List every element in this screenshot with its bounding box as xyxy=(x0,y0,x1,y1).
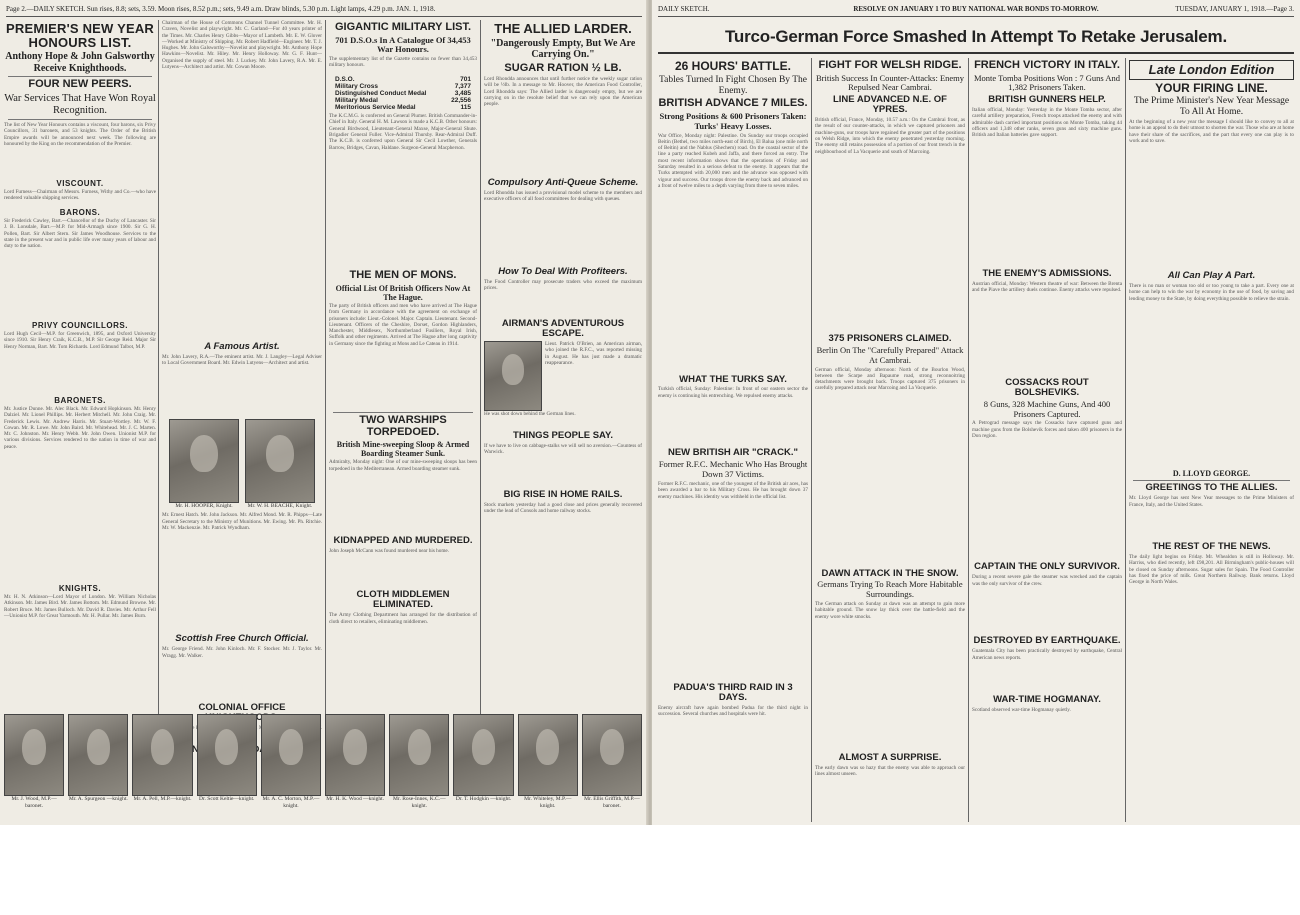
cossacks-subhead: 8 Guns, 328 Machine Guns, And 400 Prisoners Captured. xyxy=(983,398,1111,419)
late-edition-label: Late London Edition xyxy=(1129,60,1294,80)
photo-caption: Mr. H. HOOPER, Knight. xyxy=(175,502,233,509)
british-gunners-head: BRITISH GUNNERS HELP. xyxy=(988,94,1106,106)
allied-larder-quote: "Dangerously Empty, But We Are Carrying On." xyxy=(490,37,636,61)
things-people-say-head: THINGS PEOPLE SAY. xyxy=(513,430,613,442)
welsh-ridge-headline: FIGHT FOR WELSH RIDGE. xyxy=(818,59,962,71)
portrait-photo xyxy=(453,714,513,796)
portrait-photo xyxy=(518,714,578,796)
positions-subhead: Strong Positions & 600 Prisoners Taken: Turks' Heavy Losses. xyxy=(659,110,807,131)
front-banner-headline: Turco-German Force Smashed In Attempt To Retake Jerusalem. xyxy=(658,22,1294,54)
portrait-caption: Dr. T. Hodgkin —knight. xyxy=(455,796,512,802)
dawn-attack-subhead: Germans Trying To Reach More Habitable Surroundings. xyxy=(817,579,963,600)
stats-row xyxy=(335,83,471,90)
honours-subhead: Anthony Hope & John Galsworthy Receive Knighthoods. xyxy=(5,51,155,74)
cossacks-head: COSSACKS ROUT BOLSHEVIKS. xyxy=(1005,377,1089,398)
portrait-caption: Mr. Ellis Griffith, M.P.—baronet. xyxy=(584,796,640,809)
can-play-head: All Can Play A Part. xyxy=(1167,270,1256,282)
men-of-mons-subhead: Official List Of British Officers Now At The Hague. xyxy=(335,283,471,302)
portrait-cell xyxy=(68,714,128,822)
section-barons: BARONS. xyxy=(59,207,101,217)
left-running-head-text: Page 2.—DAILY SKETCH. Sun rises, 8.8; sets, 3.59. Moon rises, 8.52 p.m.; sets, 9.49 a.m. Draw blinds, 5.30 p.m. Light lamps, 4.29 p.m. JAN. 1, 1918. xyxy=(6,5,436,13)
bottom-margin xyxy=(0,825,1300,915)
warships-block: TWO WARSHIPS TORPEDOED. British Mine-sweeping Sloop & Armed Boarding Steamer Sunk. Admiralty, Monday night: One of our mine-sweeping sloops has been torpedoed in the Mediterranean. Armed boarding steamer sunk. KIDNAPPED AND MURDERED. John Joseph McCann was found murdered near his home. CLOTH MIDDLEMEN ELIMINATED. The Army Clothing Department has arranged for the distribution of cloth direct to retailers, eliminating middlemen. xyxy=(329,410,477,710)
portrait-caption: Dr. Scott Keltie—knight. xyxy=(199,796,255,802)
welsh-ridge-column: FIGHT FOR WELSH RIDGE. British Success In Counter-Attacks: Enemy Repulsed Near Cambrai. LINE ADVANCED N.E. OF YPRES. British official, France, Monday, 10.57 a.m.: On the Cambrai front, as the result of our counter-attacks, in which we captured prisoners and machine-guns, our troops have regained the greater part of the positions on Welsh Ridge, into which the enemy penetrated yesterday morning. The enemy still retains possession of a portion of our front trench in the neighbourhood of La Vacquerie and south of Marcoing. 375 PRISONERS CLAIMED. Berlin On The "Carefully Prepared" Attack At Cambrai. German official, Monday afternoon: North of the Bourlon Wood, between the Scarpe and Bapaume road, strong reconnoitring detachments were brought back. Troops captured 375 prisoners in carefully prepared attack near Marcoing and La Vacquerie. DAWN ATTACK IN THE SNOW. Germans Trying To Reach More Habitable Surroundings. The German attack on Sunday at dawn was an attempt to gain more habitable ground. The snow lay thick over the battle-field and the enemy wore white smocks. ALMOST A SURPRISE. The early dawn was so hazy that the enemy was able to approach our lines almost unseen. xyxy=(815,59,965,778)
warships-head: TWO WARSHIPS TORPEDOED. xyxy=(359,414,447,438)
right-running-head-right: TUESDAY, JANUARY 1, 1918.—Page 3. xyxy=(1175,5,1294,13)
battle-subhead: Tables Turned In Fight Chosen By The Enemy. xyxy=(659,74,807,96)
portrait-caption: Mr. J. Wood, M.P.—baronet. xyxy=(11,796,57,809)
portrait-photo xyxy=(389,714,449,796)
peers-subhead: War Services That Have Won Royal Recognition. xyxy=(4,92,156,116)
right-running-head xyxy=(658,4,1294,17)
stats-row xyxy=(335,90,471,97)
turks-say-head: WHAT THE TURKS SAY. xyxy=(679,373,787,385)
right-page xyxy=(652,0,1300,825)
stats-value: 701 xyxy=(460,76,471,84)
stats-label: Military Medal xyxy=(335,97,378,105)
section-privy-councillors: PRIVY COUNCILLORS. xyxy=(32,320,128,330)
big-rise-head: BIG RISE IN HOME RAILS. xyxy=(503,489,623,501)
honours-headline: PREMIER'S NEW YEAR HONOURS LIST. xyxy=(5,21,155,50)
air-crack-subhead: Former R.F.C. Mechanic Who Has Brought Down 37 Victims. xyxy=(658,459,808,480)
portrait-cell xyxy=(453,714,513,822)
portrait-photo xyxy=(132,714,192,796)
famous-artist-head: A Famous Artist. xyxy=(204,341,280,352)
airman-photo xyxy=(484,341,542,411)
portrait-caption: Mr. A. C. Morton, M.P.—knight. xyxy=(262,796,320,809)
section-viscount: VISCOUNT. xyxy=(56,178,104,188)
airman-escape-head: AIRMAN'S ADVENTUROUS ESCAPE. xyxy=(501,318,625,340)
dawn-attack-head: DAWN ATTACK IN THE SNOW. xyxy=(821,567,959,579)
enemy-admissions-head: THE ENEMY'S ADMISSIONS. xyxy=(982,268,1112,280)
portrait-cell xyxy=(132,714,192,822)
portrait-cell xyxy=(389,714,449,822)
stats-label: D.S.O. xyxy=(335,76,355,84)
portrait-photo xyxy=(169,419,239,503)
scottish-free-church-head: Scottish Free Church Official. xyxy=(175,633,309,645)
military-headline: GIGANTIC MILITARY LIST. xyxy=(334,21,472,33)
section-baronets: BARONETS. xyxy=(54,395,106,405)
portrait-cell xyxy=(261,714,321,822)
only-survivor-head: CAPTAIN THE ONLY SURVIVOR. xyxy=(974,561,1120,573)
signature: D. LLOYD GEORGE. xyxy=(1172,469,1251,479)
rest-of-news-head: THE REST OF THE NEWS. xyxy=(1152,541,1271,553)
section-knights: KNIGHTS. xyxy=(58,583,102,593)
allied-larder-column: THE ALLIED LARDER. "Dangerously Empty, But We Are Carrying On." SUGAR RATION ½ LB. Lord Rhondda announces that until further notice the weekly sugar ration will be ½lb. In a message to Mr. Hoover, the American Food Controller, Lord Rhondda says: The Allied larder is dangerously empty, but we are carrying on in the resolute belief that we can rely upon the American people. Compulsory Anti-Queue Scheme. Lord Rhondda has issued a provisional model scheme to the members and executive officers of all food committees for dealing with queues. How To Deal With Profiteers. The Food Controller may prosecute traders who exceed the maximum prices. AIRMAN'S ADVENTUROUS ESCAPE. Lieut. Patrick O'Brien, an American airman, who joined the R.F.C., was reported missing in August. He has just made a dramatic reappearance. He was shot down behind the German lines. THINGS PEOPLE SAY. If we have to live on cabbage-stalks we will sell no aversion.—Countess of Warwick. BIG RISE IN HOME RAILS. Stock markets yesterday had a good close and prices generally recovered under the lead of Consols and home railway stocks. xyxy=(484,21,642,515)
battle-headline: 26 HOURS' BATTLE. xyxy=(675,59,791,73)
british-advance-head: BRITISH ADVANCE 7 MILES. xyxy=(658,97,808,110)
honours-column: PREMIER'S NEW YEAR HONOURS LIST. Anthony Hope & John Galsworthy Receive Knighthoods. FOUR NEW PEERS. War Services That Have Won Royal Recognition. The list of New Year Honours contains a viscount, four barons, six Privy Councillors, 31 baronets, and 53 knights. The Order of the British Empire awards will be announced next week. The following are honoured by the King on the recommendation of the Premier. VISCOUNT. Lord Furness—Chairman of Messrs. Furness, Withy and Co.—who have rendered valuable shipping services. BARONS. Sir Frederick Cawley, Bart.—Chancellor of the Duchy of Lancaster. Sir J. B. Lonsdale, Bart.—M.P. for Mid-Armagh since 1900. Sir G. H. Pollen, Bart. Sir Albert Stern. Sir James Woodhouse. Services to the state in the present war and in public life over many years of labour and duty to the nation. PRIVY COUNCILLORS. Lord Hugh Cecil—M.P. for Greenwich, 1895, and Oxford University since 1910. Sir Henry Craik, K.C.B., M.P. Sir George Reid. Major Sir Henry Norman, Bart. Mr. Tom Richards. Lord Edmund Talbot, M.P. BARONETS. Mr. Justice Dunne. Mr. Alec Black. Mr. Edward Hopkinson. Mr. Henry Dalziel. Mr. Lionel Phillips. Mr. Herbert Mitchell. Mr. John Craig. Mr. Frederick Lewis. Mr. Andrew Harris. Mr. Stuart-Wortley. Mr. W. F. Cowan. Mr. R. Lowe. Mr. John Baird. Mr. Whitehead. Mr. J. C. Marten. Mr. C. Johnston. Mr. Henry Webb. Mr. John Owen. Unionist M.P. for various divisions. Services rendered to the nation in time of war and peace. KNIGHTS. Mr. H. N. Atkinson—Lord Mayor of London. Mr. William Nicholas Atkinson. Mr. James Bird. Mr. James Bottom. Mr. Edmund Browne. Mr. Robert Bruce. Mr. James Bulloch. Mr. David R. Davies. Mr. Arthur Fell—Unionist M.P. for Great Yarmouth. Mr. H. Pullar. Mr. James Burn. xyxy=(4,21,156,619)
right-running-head-left: DAILY SKETCH. xyxy=(658,5,710,13)
stats-value: 3,485 xyxy=(454,90,471,98)
kidnapped-head: KIDNAPPED AND MURDERED. xyxy=(333,535,473,547)
stats-label: Military Cross xyxy=(335,83,378,91)
cloth-head: CLOTH MIDDLEMEN ELIMINATED. xyxy=(356,589,450,611)
stats-row xyxy=(335,104,471,111)
allied-larder-headline: THE ALLIED LARDER. xyxy=(494,21,632,36)
almost-surprise-head: ALMOST A SURPRISE. xyxy=(838,752,942,764)
earthquake-head: DESTROYED BY EARTHQUAKE. xyxy=(973,635,1121,647)
portrait-caption: Mr. H. K. Wood —knight. xyxy=(326,796,385,802)
warships-subhead: British Mine-sweeping Sloop & Armed Boarding Steamer Sunk. xyxy=(336,440,470,459)
colonial-office-head: COLONIAL OFFICE xyxy=(198,702,286,714)
portrait-caption: Mr. Whiteley, M.P.—knight. xyxy=(524,796,572,809)
knight-photos xyxy=(162,419,322,510)
welsh-ridge-subhead: British Success In Counter-Attacks: Enemy Repulsed Near Cambrai. xyxy=(815,72,965,93)
hogmanay-head: WAR-TIME HOGMANAY. xyxy=(993,694,1101,706)
portrait-caption: Mr. A. Pell, M.P.—knight. xyxy=(133,796,192,802)
portrait-row xyxy=(4,714,642,822)
knighthoods-column: Chairman of the House of Commons Channel Tunnel Committee. Mr. H. Craven, Novelist and playwright. Mr. C. Garland—For 40 years printer of the Times. Mr. Charles Henry Gibbs—Mayor of Lambeth. Mr. E. W. Glover—Worked at Ministry of Shipping. Mr. Robert Hadfield—Engineer. Mr. T. J. Hughes. Mr. John Galsworthy—Novelist and playwright. Mr. Anthony Hope Hawkins—Novelist. Mr. Hiley. Mr. Henry Holloway. Mr. G. F. Hunt—Organised the supply of steel. Mr. J. Luckey. Mr. John Lavery, R.A. Mr. E. Lutyens—Architect and artist. Mr. Cowan Moore. A Famous Artist. Mr. John Lavery, R.A.—The eminent artist. Mr. J. Langley—Legal Adviser to Local Government Board. Mr. Edwin Lutyens—Architect and artist. Mr. H. HOOPER, Knight. Mr. W. H. BEACHE, Knight. Mr. Ernest Hatch. Mr. John Jackson. Mr. Alfred Mond. Mr. R. Phipps—Late General Secretary to the Ministry of Munitions. Mr. Ewing. Mr. Ph. Ritchie. Mr. W. Mackenzie. Mr. Patrick Wyndham. Scottish Free Church Official. Mr. George Friend. Mr. John Kinloch. Mr. F. Stocker. Mr. J. Taylor. Mr. Wragg. Mr. Walker. COLONIAL OFFICE KING xyxy=(162,20,322,756)
stats-row xyxy=(335,97,471,104)
berlin-subhead: Berlin On The "Carefully Prepared" Attack At Cambrai. xyxy=(816,344,964,365)
sugar-ration-head: SUGAR RATION ½ LB. xyxy=(504,61,622,74)
photo-caption: Mr. W. H. BEACHE, Knight. xyxy=(247,502,313,509)
left-page xyxy=(0,0,648,825)
right-running-head-center: RESOLVE ON JANUARY 1 TO BUY NATIONAL WAR BONDS TO-MORROW. xyxy=(853,5,1099,13)
portrait-cell xyxy=(197,714,257,822)
peers-headline: FOUR NEW PEERS. xyxy=(28,78,132,91)
portrait-photo xyxy=(261,714,321,796)
honours-intro-text: The list of New Year Honours contains a viscount, four barons, six Privy Councillors, 31 baronets, and 53 knights. The Order of the British Empire awards will be announced next week. The following are honoured by the King on the recommendation of the Premier. xyxy=(4,121,156,147)
battle-column: 26 HOURS' BATTLE. Tables Turned In Fight Chosen By The Enemy. BRITISH ADVANCE 7 MILES. Strong Positions & 600 Prisoners Taken: Turks' Heavy Losses. War Office, Monday night: Palestine. On Sunday our troops occupied Beitin (Bethel, two miles north-east of Birch), El Balua (one mile north of Beitin) and the Nablus (Shechem) road. On the coastal sector of the line a party reached Kubeh and Jaffa, and there forced an entry. The most recent information shows that the operations of Friday and Saturday resulted in a serious defeat to the enemy. It appears that the Turks attempted with 20,000 men and the advance was opposed with vigour and success. Our troops drove the enemy back and advanced on a front of twelve miles to a depth varying from three to seven miles. WHAT THE TURKS SAY. Turkish official, Sunday: Palestine: In front of our eastern sector the enemy is continuing his entrenching. We repulsed enemy attacks. NEW BRITISH AIR "CRACK." Former R.F.C. Mechanic Who Has Brought Down 37 Victims. Former R.F.C. mechanic, one of the youngest of the British air aces, has been awarded a bar to his Military Cross. He has brought down 37 enemy machines. His identity was withheld in the official list. PADUA'S THIRD RAID IN 3 DAYS. Enemy aircraft have again bombed Padua for the third night in succession. Several churches and hospitals were hit. xyxy=(658,59,808,718)
padua-raid-head: PADUA'S THIRD RAID IN 3 DAYS. xyxy=(673,681,793,703)
portrait-cell xyxy=(582,714,642,822)
uganda-head: KING xyxy=(182,744,207,756)
military-subhead: 701 D.S.O.s In A Catalogue Of 34,453 War Honours. xyxy=(335,34,471,55)
portrait-cell xyxy=(518,714,578,822)
profiteers-head: How To Deal With Profiteers. xyxy=(498,266,628,278)
portrait-photo xyxy=(4,714,64,796)
portrait-photo xyxy=(245,419,315,503)
honours-stats-table xyxy=(335,76,471,111)
left-running-head xyxy=(6,4,642,17)
anti-queue-head: Compulsory Anti-Queue Scheme. xyxy=(487,177,639,189)
air-crack-head: NEW BRITISH AIR "CRACK." xyxy=(667,447,799,459)
portrait-caption: Mr. A. Spurgeon —knight. xyxy=(68,796,128,802)
french-victory-headline: FRENCH VICTORY IN ITALY. xyxy=(974,59,1120,71)
stats-value: 115 xyxy=(460,104,471,112)
portrait-photo xyxy=(68,714,128,796)
portrait-cell xyxy=(4,714,64,822)
stats-label: Meritorious Service Medal xyxy=(335,104,416,112)
military-column: GIGANTIC MILITARY LIST. 701 D.S.O.s In A Catalogue Of 34,453 War Honours. The supplementary list of the Gazette contains no fewer than 34,453 military honours. D.S.O. 701 Military Cross 7,377 Distinguished Conduct Medal 3,485 Military Medal 22,556 Meritorious Service Medal 115 The K.C.M.G. is conferred on General Plumer. British Commander-in-Chief in Italy. General H. M. Lawson is made a K.C.B. Other honours: General Birdwood, Lieutenant-General Maxse, Major-General Shute. Brigadier General Fuller. Vice-Admiral Thursby. Rear-Admiral Duff. The K.C.B. is conferred upon General Sir Cecil Lowther, Generals Barrow, Bridges, Cavan, Haldane. Surgeon-General Macpherson. THE MEN OF MONS. Official List Of British Officers Now At The Hague. The party of British officers and men who have arrived at The Hague from Germany in accordance with the agreement on exchange of prisoners include: Lieut.-Colonel. Major. Captain. Lieutenant. Second-Lieutenant. Officers of the Cheshire, Dorset, Gordon Highlanders, Manchester, Middlesex, Northumberland Fusiliers, Royal Irish, Suffolk and other regiments. Arrived at The Hague after long captivity in Germany since the fighting at Mons and Le Cateau in 1914. xyxy=(329,21,477,347)
stats-label: Distinguished Conduct Medal xyxy=(335,90,427,98)
greetings-head: GREETINGS TO THE ALLIES. xyxy=(1145,482,1278,494)
stats-row xyxy=(335,76,471,83)
stats-value: 22,556 xyxy=(451,97,471,105)
firing-line-headline: YOUR FIRING LINE. xyxy=(1155,80,1268,95)
stats-value: 7,377 xyxy=(454,83,471,91)
portrait-photo xyxy=(197,714,257,796)
italy-column: FRENCH VICTORY IN ITALY. Monte Tomba Positions Won : 7 Guns And 1,382 Prisoners Taken. BRITISH GUNNERS HELP. Italian official, Monday: Yesterday in the Monte Tomba sector, after careful artillery preparation, French troops attacked the enemy and with admirable dash carried important positions on Monte Tomba, taking 44 officers and 1,348 other ranks, seven guns and sixty machine guns. British and Italian batteries gave support. THE ENEMY'S ADMISSIONS. Austrian official, Monday: Western theatre of war: Between the Brenta and the Piave the artillery duels continue. Enemy attacks were repulsed. COSSACKS ROUT BOLSHEVIKS. 8 Guns, 328 Machine Guns, And 400 Prisoners Captured. A Petrograd message says the Cossacks have captured guns and machine guns from the Bolshevik forces and taken 400 prisoners in the Don region. CAPTAIN THE ONLY SURVIVOR. During a recent severe gale the steamer was wrecked and the captain was the only survivor of the crew. DESTROYED BY EARTHQUAKE. Guatemala City has been practically destroyed by earthquake, Central American news reports. WAR-TIME HOGMANAY. Scotland observed war-time Hogmanay quietly. xyxy=(972,59,1122,714)
portrait-caption: Mr. Rose-Innes, K.C.—knight. xyxy=(393,796,446,809)
line-advanced-head: LINE ADVANCED N.E. OF YPRES. xyxy=(832,94,947,116)
french-victory-subhead: Monte Tomba Positions Won : 7 Guns And 1,382 Prisoners Taken. xyxy=(974,72,1120,93)
portrait-photo xyxy=(582,714,642,796)
men-of-mons-head: THE MEN OF MONS. xyxy=(349,269,457,282)
prisoners-claimed-head: 375 PRISONERS CLAIMED. xyxy=(828,333,952,345)
portrait-cell xyxy=(325,714,385,822)
portrait-photo xyxy=(325,714,385,796)
firing-line-subhead: The Prime Minister's New Year Message To All At Home. xyxy=(1133,96,1290,118)
late-edition-column: Late London Edition YOUR FIRING LINE. The Prime Minister's New Year Message To All At Home. At the beginning of a new year the message I should like to convey to all at home is an appeal to do their utmost to shorten the war. Those who are at home have their share of the sacrifices, and the part that every one can play is to work and to save. All Can Play A Part. There is no man or woman too old or too young to take a part. Every one at home can help to win the war by economy in the use of food, by saving and lending money to the State, by doing everything possible to relieve the strain. D. LLOYD GEORGE. GREETINGS TO THE ALLIES. Mr. Lloyd George has sent New Year messages to the Prime Ministers of France, Italy, and the United States. THE REST OF THE NEWS. The daily light begins on Friday. Mr. Whealdon is still in Holloway. Mr. Harriss, who died recently, left £98,201. All Birmingham's public-houses will be closed on Sunday afternoons. Sugar sales for Spain. The Food Controller has fixed the price of milk. Great Northern Railway. Bank returns. Lloyd George in North Wales. xyxy=(1129,62,1294,586)
